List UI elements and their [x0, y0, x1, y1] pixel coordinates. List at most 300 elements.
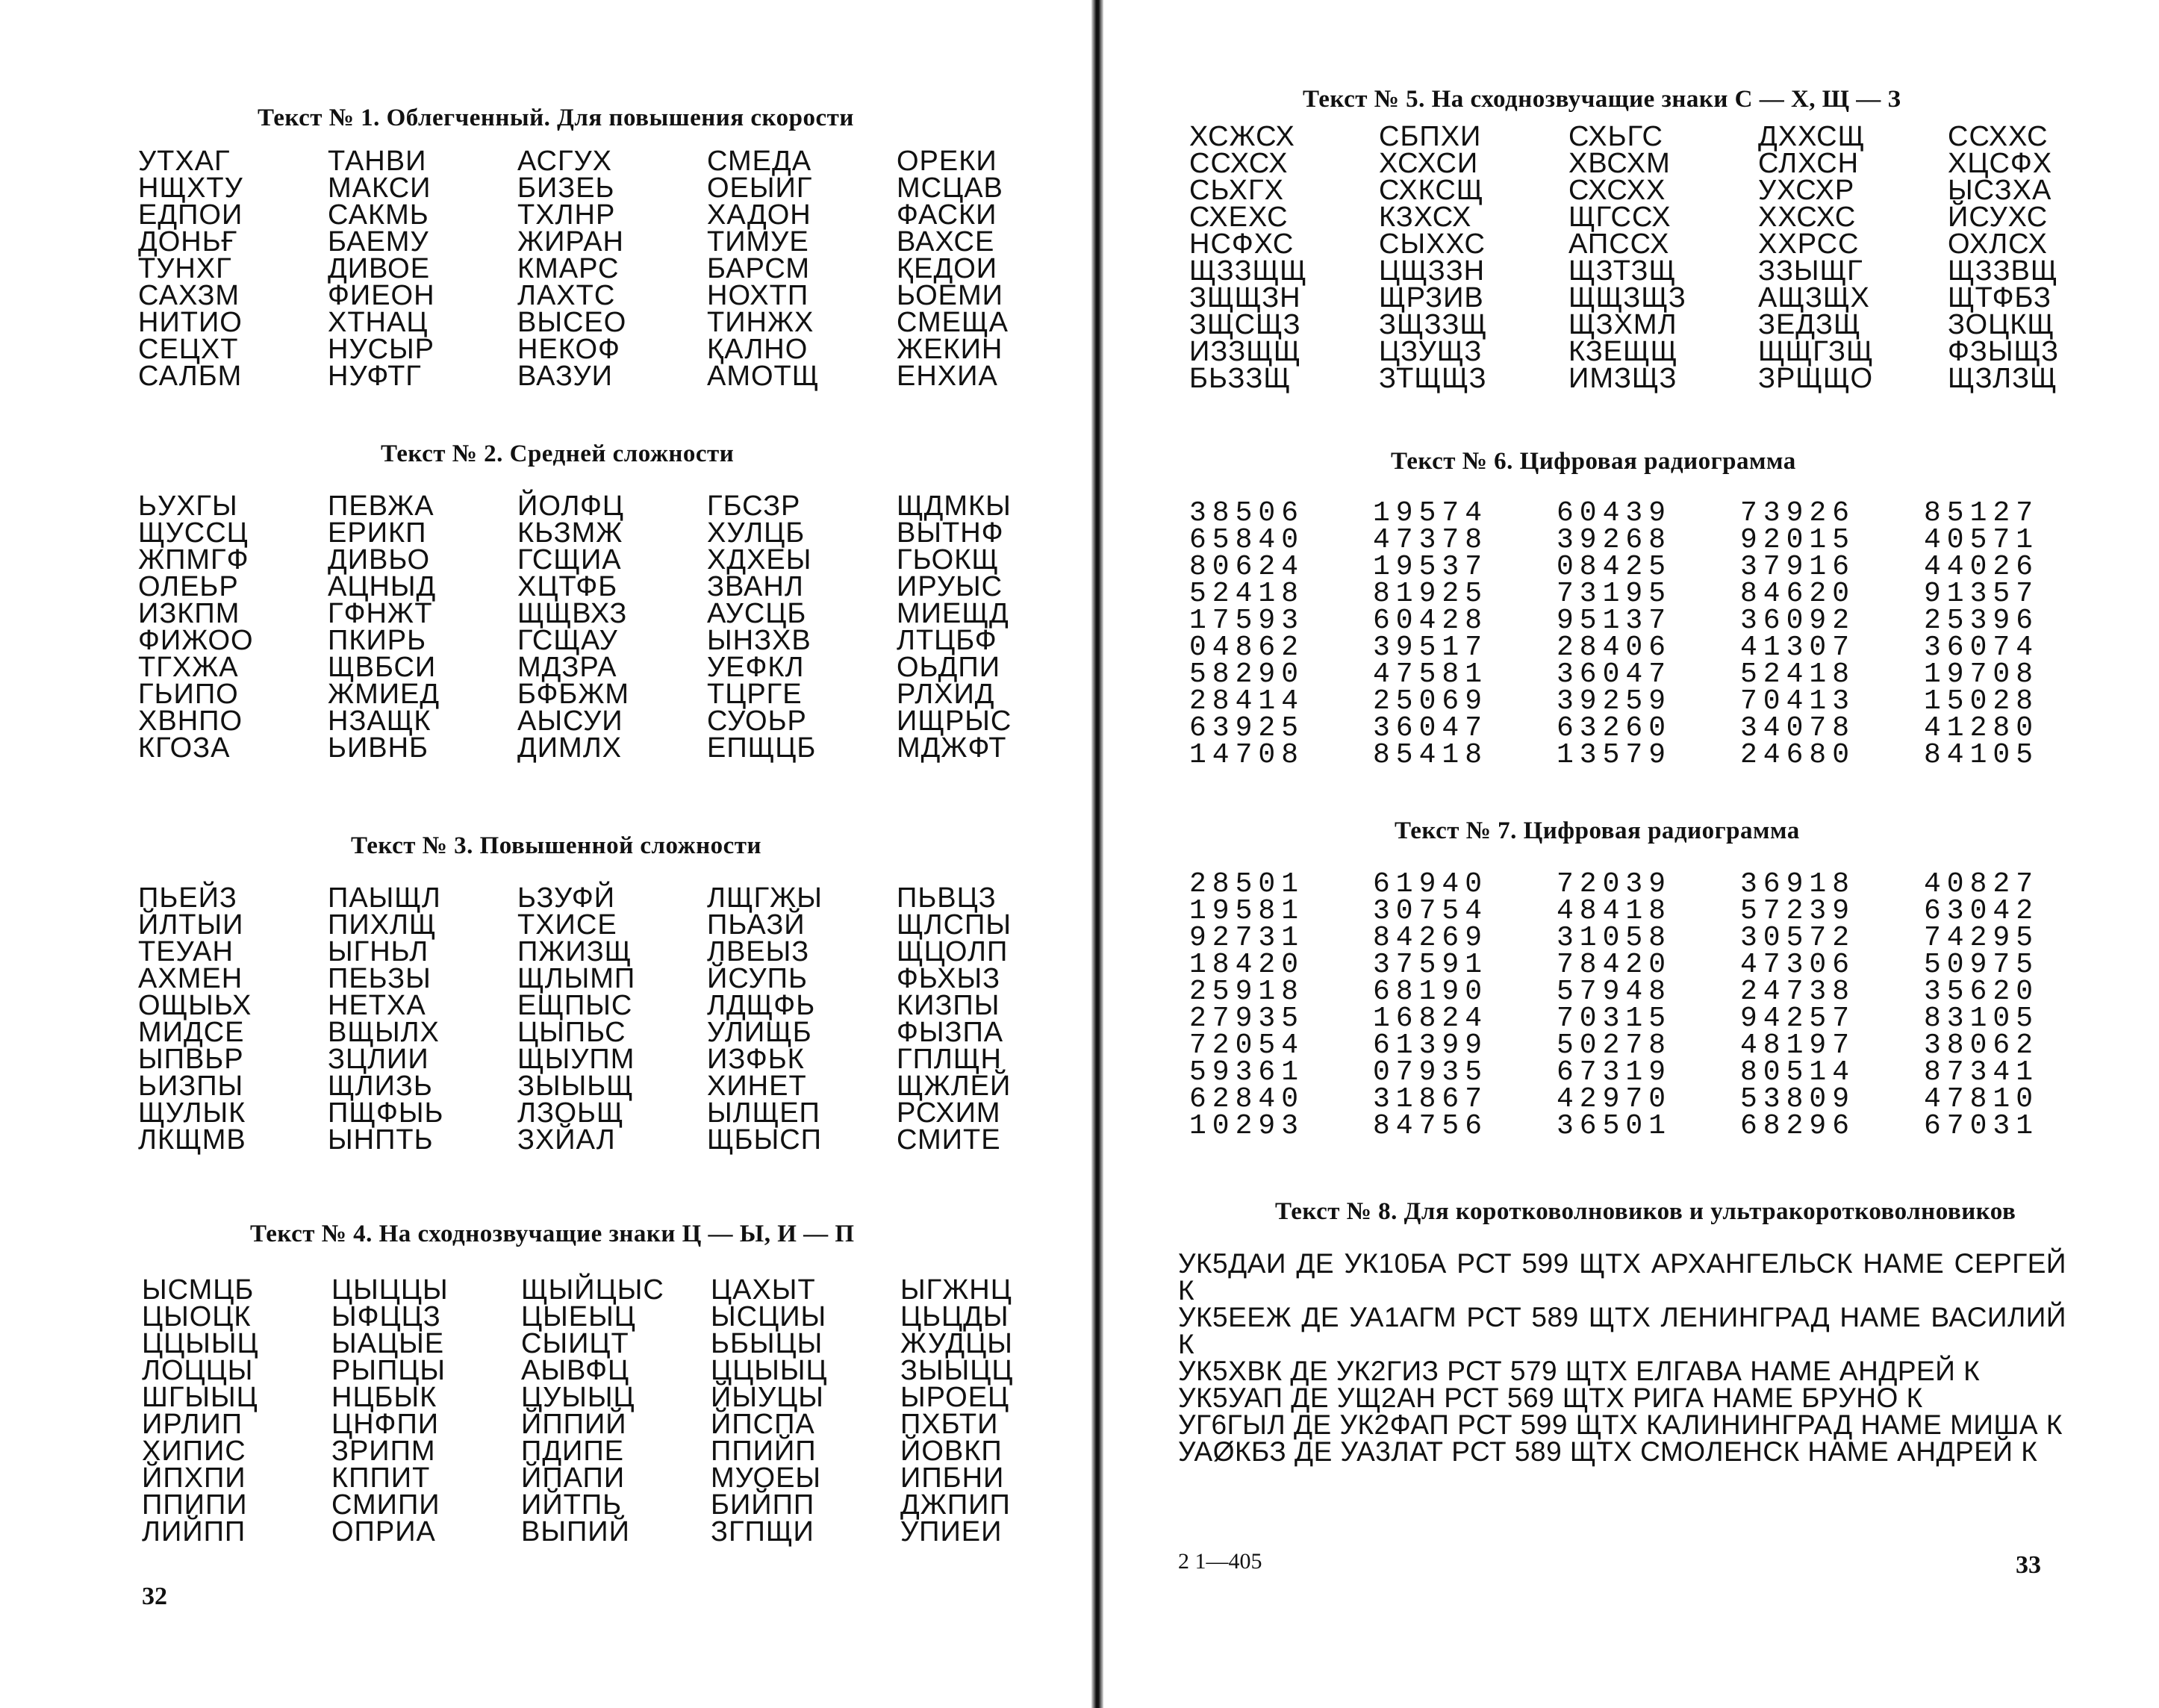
digit-group: 39517	[1373, 632, 1489, 664]
text-7-heading: Текст № 7. Цифровая радиограмма	[1395, 817, 1800, 844]
code-group: ТЦРГЕ	[707, 679, 803, 710]
digit-group: 25069	[1373, 685, 1489, 717]
digit-group: 48197	[1740, 1029, 1856, 1062]
digit-group: 36047	[1557, 658, 1672, 691]
code-group: ХЦСФХ	[1948, 148, 2053, 179]
digit-group: 40571	[1924, 524, 2040, 556]
code-group: ССХХС	[1948, 121, 2049, 152]
code-group: ХИПИС	[142, 1436, 246, 1467]
code-group: СМЕДА	[707, 146, 812, 177]
code-group: БАЕМУ	[328, 226, 429, 258]
code-group: СМИТЕ	[897, 1124, 1001, 1156]
code-group: ФЗЫЩЗ	[1948, 336, 2060, 367]
column	[897, 148, 1086, 390]
digit-group: 19708	[1924, 658, 2040, 691]
code-group: ЗЩСЩЗ	[1189, 309, 1301, 340]
book-spine	[1091, 0, 1103, 1708]
digit-group: 36501	[1557, 1110, 1672, 1142]
code-group: МСЦАВ	[897, 172, 1003, 204]
code-group: ВЫПИЙ	[521, 1516, 630, 1548]
column	[517, 490, 707, 764]
code-group: ППИПИ	[142, 1489, 248, 1521]
code-group: ХДХЕЫ	[707, 544, 812, 576]
code-group: ХВСХМ	[1568, 148, 1671, 179]
code-group: СБПХИ	[1379, 121, 1482, 152]
code-group: ТГХЖА	[138, 652, 239, 683]
digit-group: 47581	[1373, 658, 1489, 691]
code-group: НУФТГ	[328, 361, 422, 392]
code-group: НЩХТУ	[138, 172, 243, 204]
digit-group: 28406	[1557, 632, 1672, 664]
code-group: НОХТП	[707, 280, 809, 311]
page-number-left: 32	[142, 1583, 167, 1610]
digit-group: 47378	[1373, 524, 1489, 556]
digit-group: 74295	[1924, 922, 2040, 954]
digit-group: 08425	[1557, 551, 1672, 583]
page-number-right: 33	[2016, 1551, 2041, 1579]
code-group: НУСЫР	[328, 334, 435, 365]
digit-group: 73195	[1557, 578, 1672, 610]
column	[1568, 123, 1758, 392]
code-group: ПЕВЖА	[328, 490, 434, 522]
code-group: СМЕЩА	[897, 307, 1009, 338]
code-group: ЩУЛЫК	[138, 1097, 246, 1129]
code-group: ПЬЕЙЗ	[138, 882, 237, 914]
code-group: ХТНАЦ	[328, 307, 429, 338]
digit-group: 17593	[1189, 605, 1305, 637]
code-group: ЫНПТЬ	[328, 1124, 434, 1156]
code-group: ГЬИПО	[138, 679, 239, 710]
digit-group: 85127	[1924, 497, 2040, 529]
digit-group: 50278	[1557, 1029, 1672, 1062]
code-group: ТУНХГ	[138, 253, 232, 284]
code-group: ЗОЦКЩ	[1948, 309, 2054, 340]
column	[707, 490, 897, 764]
code-group: КЗХСХ	[1379, 202, 1472, 233]
code-group: УТХАГ	[138, 146, 231, 177]
code-group: ИЙТПЬ	[521, 1489, 623, 1521]
code-group: ПЕЬЗЫ	[328, 963, 432, 994]
code-group: ХХСХС	[1758, 202, 1857, 233]
digit-group: 50975	[1924, 949, 2040, 981]
code-group: ЙСУХС	[1948, 202, 2049, 233]
code-group: ОХЛСХ	[1948, 228, 2048, 260]
code-group: ДИМЛХ	[517, 732, 622, 764]
radiogram-message: УК5УАП ДЕ УЩ2АН РСТ 569 ЩТХ РИГА НАМЕ БРУНО К	[1178, 1383, 1923, 1413]
code-group: ТАНВИ	[328, 146, 427, 177]
code-group: ЫАЦЫЕ	[331, 1328, 445, 1359]
code-group: НЕТХА	[328, 990, 426, 1021]
code-group: ПХБТИ	[900, 1409, 999, 1440]
digit-group: 78420	[1557, 949, 1672, 981]
digit-group: 70413	[1740, 685, 1856, 717]
code-group: ЗВАНЛ	[707, 571, 804, 602]
column	[1189, 123, 1379, 392]
code-group: СХСХХ	[1568, 175, 1666, 206]
code-group: ЩЛИЗЬ	[328, 1070, 433, 1102]
column	[138, 490, 328, 764]
digit-group: 48418	[1557, 895, 1672, 927]
code-group: ЦЫПЬС	[517, 1017, 626, 1048]
code-group: ЙПАПИ	[521, 1462, 626, 1494]
column	[900, 1274, 1090, 1548]
digit-group: 28501	[1189, 868, 1305, 900]
code-group: СМИПИ	[331, 1489, 440, 1521]
code-group: ППИЙП	[711, 1436, 817, 1467]
code-group: САКМЬ	[328, 199, 429, 231]
code-group: ЦЩЗЗН	[1379, 255, 1486, 287]
radiogram-message: УК5ДАИ ДЕ УК10БА РСТ 599 ЩТХ АРХАНГЕЛЬСК НАМЕ СЕРГЕЙ К	[1178, 1248, 2066, 1306]
code-group: АСГУХ	[517, 146, 613, 177]
code-group: ЛЗОЬЩ	[517, 1097, 624, 1129]
code-group: ЫФЦЦЗ	[331, 1301, 441, 1333]
column	[521, 1274, 711, 1548]
digit-group: 31058	[1557, 922, 1672, 954]
code-group: ЫРОЕЦ	[900, 1382, 1010, 1413]
column	[1373, 497, 1557, 771]
column	[1379, 123, 1568, 392]
column	[138, 882, 328, 1156]
code-group: ЗРИПМ	[331, 1436, 436, 1467]
code-group: ИПБНИ	[900, 1462, 1005, 1494]
digit-group: 80514	[1740, 1056, 1856, 1088]
code-group: ЕДПОИ	[138, 199, 243, 231]
code-group: ХВНПО	[138, 705, 243, 737]
digit-group: 68190	[1373, 976, 1489, 1008]
code-group: ЗТЩЩЗ	[1379, 363, 1487, 394]
digit-group: 91357	[1924, 578, 2040, 610]
digit-group: 63260	[1557, 712, 1672, 744]
digit-group: 38506	[1189, 497, 1305, 529]
column	[1740, 497, 1924, 771]
code-group: АЫСУИ	[517, 705, 623, 737]
radiogram-message: УГ6ГЫЛ ДЕ УК2ФАП РСТ 599 ЩТХ КАЛИНИНГРАД НАМЕ МИША К	[1178, 1409, 2063, 1440]
code-group: ИЗКПМ	[138, 598, 240, 629]
code-group: ФАСКИ	[897, 199, 997, 231]
code-group: МДЗРА	[517, 652, 617, 683]
digit-group: 60428	[1373, 605, 1489, 637]
code-group: ЩЩВХЗ	[517, 598, 628, 629]
code-group: ЬИВНБ	[328, 732, 429, 764]
digit-group: 42970	[1557, 1083, 1672, 1115]
code-group: ТХИСЕ	[517, 909, 617, 941]
code-group: ЦЦЫЫЦ	[142, 1328, 259, 1359]
digit-group: 92731	[1189, 922, 1305, 954]
code-group: КМАРС	[517, 253, 620, 284]
code-group: КЗЕЩЩ	[1568, 336, 1678, 367]
code-group: ЛВЕЫЗ	[707, 936, 810, 967]
digit-group: 34078	[1740, 712, 1856, 744]
text-5-grid	[1189, 123, 2137, 392]
digit-group: 92015	[1740, 524, 1856, 556]
digit-group: 53809	[1740, 1083, 1856, 1115]
code-group: СХКСЩ	[1379, 175, 1484, 206]
digit-group: 35620	[1924, 976, 2040, 1008]
code-group: УХСХР	[1758, 175, 1855, 206]
code-group: ЩГССХ	[1568, 202, 1672, 233]
digit-group: 84105	[1924, 739, 2040, 771]
code-group: ФИЖОО	[138, 625, 254, 656]
digit-group: 67319	[1557, 1056, 1672, 1088]
code-group: ОЩЫЬХ	[138, 990, 252, 1021]
code-group: УПИЕИ	[900, 1516, 1003, 1548]
code-group: АПССХ	[1568, 228, 1670, 260]
code-group: ДЖПИП	[900, 1489, 1011, 1521]
code-group: ОПРИА	[331, 1516, 436, 1548]
code-group: ЫСМЦБ	[142, 1274, 255, 1306]
code-group: ЬУХГЫ	[138, 490, 238, 522]
code-group: ПЖИЗЩ	[517, 936, 632, 967]
code-group: ССХСХ	[1189, 148, 1289, 179]
digit-group: 52418	[1189, 578, 1305, 610]
code-group: ЩВБСИ	[328, 652, 437, 683]
text-4-heading: Текст № 4. На сходнозвучащие знаки Ц — Ы, И — П	[250, 1221, 855, 1247]
digit-group: 59361	[1189, 1056, 1305, 1088]
code-group: СЕЦХТ	[138, 334, 239, 365]
code-group: ЦЫОЦК	[142, 1301, 252, 1333]
code-group: ПИХЛЩ	[328, 909, 437, 941]
code-group: МИЕЩД	[897, 598, 1009, 629]
code-group: ИЗФЬК	[707, 1044, 805, 1075]
digit-group: 73926	[1740, 497, 1856, 529]
code-group: ХИНЕТ	[707, 1070, 807, 1102]
code-group: БФБЖМ	[517, 679, 630, 710]
code-group: ЦНФПИ	[331, 1409, 440, 1440]
code-group: ЙОЛФЦ	[517, 490, 624, 522]
digit-group: 70315	[1557, 1003, 1672, 1035]
code-group: БИЙПП	[711, 1489, 815, 1521]
column	[1740, 868, 1924, 1142]
text-3-grid	[138, 882, 1086, 1156]
code-group: ФЫЗПА	[897, 1017, 1004, 1048]
code-group: АЦНЫД	[328, 571, 437, 602]
column	[517, 148, 707, 390]
column	[897, 882, 1086, 1156]
digit-group: 84269	[1373, 922, 1489, 954]
code-group: ЩЦОЛП	[897, 936, 1009, 967]
digit-group: 47810	[1924, 1083, 2040, 1115]
code-group: АЩЗЩХ	[1758, 282, 1870, 314]
code-group: КППИТ	[331, 1462, 431, 1494]
code-group: ПЬВЦЗ	[897, 882, 997, 914]
column	[328, 490, 517, 764]
code-group: ЛКЩМВ	[138, 1124, 246, 1156]
code-group: ПЩФЫЬ	[328, 1097, 444, 1129]
code-group: ЖЕКИН	[897, 334, 1003, 365]
code-group: ЙОВКП	[900, 1436, 1003, 1467]
digit-group: 15028	[1924, 685, 2040, 717]
code-group: БИЗЕЬ	[517, 172, 615, 204]
code-group: ОРЕКИ	[897, 146, 997, 177]
digit-group: 61940	[1373, 868, 1489, 900]
code-group: ЩЗХМЛ	[1568, 309, 1677, 340]
column	[1189, 497, 1373, 771]
code-group: МИДСЕ	[138, 1017, 245, 1048]
code-group: ЛИЙПП	[142, 1516, 246, 1548]
digit-group: 37591	[1373, 949, 1489, 981]
text-2-heading: Текст № 2. Средней сложности	[381, 440, 735, 467]
code-group: РЛХИД	[897, 679, 995, 710]
code-group: ЗЫЫЦЦ	[900, 1355, 1014, 1386]
code-group: ЙЛТЫИ	[138, 909, 244, 941]
code-group: ЩЗЛЗЩ	[1948, 363, 2057, 394]
digit-group: 36918	[1740, 868, 1856, 900]
code-group: ВЫСЕО	[517, 307, 627, 338]
code-group: ЩДМКЫ	[897, 490, 1012, 522]
code-group: ГСЩИА	[517, 544, 622, 576]
code-group: ЩУССЦ	[138, 517, 249, 549]
code-group: САХЗМ	[138, 280, 240, 311]
code-group: ХСХСИ	[1379, 148, 1479, 179]
code-group: ДИВЬО	[328, 544, 431, 576]
code-group: ЩЖЛЕЙ	[897, 1070, 1012, 1102]
digit-group: 52418	[1740, 658, 1856, 691]
code-group: ЕРИКП	[328, 517, 427, 549]
digit-group: 30572	[1740, 922, 1856, 954]
code-group: НЕКОФ	[517, 334, 620, 365]
code-group: ЗЗЫЩГ	[1758, 255, 1863, 287]
code-group: АЫВФЦ	[521, 1355, 630, 1386]
code-group: ЖИРАН	[517, 226, 624, 258]
digit-group: 72039	[1557, 868, 1672, 900]
code-group: ГЬОКЩ	[897, 544, 999, 576]
digit-group: 28414	[1189, 685, 1305, 717]
radiogram-message: УАØКБЗ ДЕ УА3ЛАТ РСТ 589 ЩТХ СМОЛЕНСК НАМЕ АНДРЕЙ К	[1178, 1436, 2038, 1467]
code-group: ТИМУЕ	[707, 226, 809, 258]
code-group: ЙЫУЦЫ	[711, 1382, 824, 1413]
code-group: ЗЦЛИИ	[328, 1044, 429, 1075]
code-group: ИЩРЫС	[897, 705, 1012, 737]
code-group: ВЩЫЛХ	[328, 1017, 440, 1048]
code-group: НИТИО	[138, 307, 243, 338]
code-group: ОЕЫИГ	[707, 172, 813, 204]
text-8-messages	[1178, 1250, 2066, 1465]
code-group: ШГЫЫЦ	[142, 1382, 258, 1413]
code-group: ЬОЕМИ	[897, 280, 1003, 311]
column	[1189, 868, 1373, 1142]
code-group: ЩБЫСП	[707, 1124, 822, 1156]
code-group: ЩЛСПЫ	[897, 909, 1012, 941]
digit-group: 57239	[1740, 895, 1856, 927]
code-group: ЗГПЩИ	[711, 1516, 814, 1548]
code-group: ВАХСЕ	[897, 226, 995, 258]
code-group: ЩЛЫМП	[517, 963, 636, 994]
code-group: ЗРЩЩО	[1758, 363, 1874, 394]
text-4-grid	[142, 1274, 1090, 1548]
digit-group: 13579	[1557, 739, 1672, 771]
code-group: ЛЩГЖЫ	[707, 882, 823, 914]
code-group: ЖУДЦЫ	[900, 1328, 1013, 1359]
code-group: СЛХСН	[1758, 148, 1860, 179]
column	[328, 148, 517, 390]
code-group: ТЕУАН	[138, 936, 234, 967]
digit-group: 27935	[1189, 1003, 1305, 1035]
digit-group: 25396	[1924, 605, 2040, 637]
code-group: ЩЫЙЦЫС	[521, 1274, 664, 1306]
digit-group: 44026	[1924, 551, 2040, 583]
code-group: НСФХС	[1189, 228, 1295, 260]
code-group: ЗХЙАЛ	[517, 1124, 616, 1156]
digit-group: 84756	[1373, 1110, 1489, 1142]
code-group: ЩЗТЗЩ	[1568, 255, 1677, 287]
code-group: ХСЖСХ	[1189, 121, 1295, 152]
text-8-heading: Текст № 8. Для коротковолновиков и ультракоротковолновиков	[1275, 1198, 2016, 1225]
code-group: ЩЗЗЩЩ	[1189, 255, 1307, 287]
code-group: ЬЗУФЙ	[517, 882, 616, 914]
digit-group: 63925	[1189, 712, 1305, 744]
digit-group: 16824	[1373, 1003, 1489, 1035]
digit-group: 36047	[1373, 712, 1489, 744]
digit-group: 36092	[1740, 605, 1856, 637]
code-group: ЦЗУЩЗ	[1379, 336, 1483, 367]
code-group: ХХРСС	[1758, 228, 1860, 260]
digit-group: 83105	[1924, 1003, 2040, 1035]
column	[1758, 123, 1948, 392]
digit-group: 14708	[1189, 739, 1305, 771]
code-group: КЬЗМЖ	[517, 517, 623, 549]
code-group: ЩЫУПМ	[517, 1044, 635, 1075]
code-group: СХЬГС	[1568, 121, 1663, 152]
text-7-grid	[1189, 868, 2107, 1142]
code-group: ЦЫЕЫЦ	[521, 1301, 636, 1333]
column	[897, 490, 1086, 764]
text-6-grid	[1189, 497, 2107, 771]
code-group: АУСЦБ	[707, 598, 807, 629]
code-group: ЛАХТС	[517, 280, 616, 311]
digit-group: 94257	[1740, 1003, 1856, 1035]
code-group: МАКСИ	[328, 172, 432, 204]
radiogram-message: УК5ЕЕЖ ДЕ УА1АГМ РСТ 589 ЩТХ ЛЕНИНГРАД НАМЕ ВАСИЛИЙ К	[1178, 1302, 2066, 1359]
code-group: РСХИМ	[897, 1097, 1001, 1129]
digit-group: 39259	[1557, 685, 1672, 717]
text-1-heading: Текст № 1. Облегченный. Для повышения скорости	[258, 105, 854, 131]
code-group: ЫСЗХА	[1948, 175, 2052, 206]
digit-group: 60439	[1557, 497, 1672, 529]
code-group: ХАДОН	[707, 199, 811, 231]
digit-group: 40827	[1924, 868, 2040, 900]
column	[711, 1274, 900, 1548]
code-group: СЫХХС	[1379, 228, 1486, 260]
code-group: ЬБЫЦЫ	[711, 1328, 823, 1359]
code-group: ПКИРЬ	[328, 625, 427, 656]
digit-group: 95137	[1557, 605, 1672, 637]
code-group: ЗЕДЗЩ	[1758, 309, 1861, 340]
digit-group: 24738	[1740, 976, 1856, 1008]
code-group: ИРУЫС	[897, 571, 1003, 602]
code-group: УЛИЩБ	[707, 1017, 812, 1048]
code-group: ИМЗЩЗ	[1568, 363, 1677, 394]
right-page	[1103, 0, 2159, 1708]
code-group: МДЖФТ	[897, 732, 1007, 764]
code-group: ХУЛЦБ	[707, 517, 806, 549]
code-group: КИЗПЫ	[897, 990, 1000, 1021]
column	[142, 1274, 331, 1548]
code-group: ВЫТНФ	[897, 517, 1004, 549]
digit-group: 47306	[1740, 949, 1856, 981]
code-group: КГОЗА	[138, 732, 231, 764]
code-group: ДИВОЕ	[328, 253, 431, 284]
code-group: ЙСУПЬ	[707, 963, 808, 994]
digit-group: 37916	[1740, 551, 1856, 583]
code-group: ЦАХЫТ	[711, 1274, 816, 1306]
digit-group: 10293	[1189, 1110, 1305, 1142]
column	[1924, 497, 2107, 771]
code-group: ПАЫЩЛ	[328, 882, 441, 914]
code-group: СХЕХС	[1189, 202, 1289, 233]
code-group: ТИНЖХ	[707, 307, 814, 338]
text-3-heading: Текст № 3. Повышенной сложности	[351, 832, 761, 859]
code-group: ЦУЫЫЦ	[521, 1382, 635, 1413]
